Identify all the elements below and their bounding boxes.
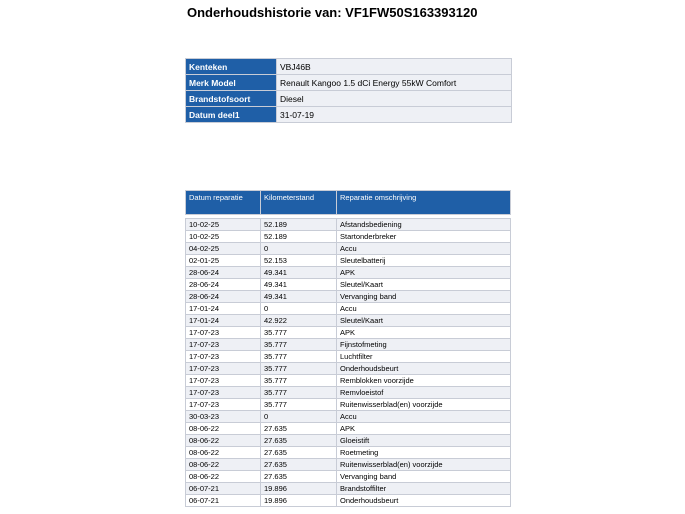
table-row: [186, 363, 511, 375]
info-label: Kenteken: [186, 59, 277, 75]
cell-date: 17-01-24: [186, 315, 261, 327]
cell-date: 17-07-23: [186, 339, 261, 351]
table-row: [186, 267, 511, 279]
cell-description: Gloeistift: [337, 435, 511, 447]
cell-date: 10-02-25: [186, 231, 261, 243]
table-row: [186, 375, 511, 387]
info-label: Merk Model: [186, 75, 277, 91]
cell-description: Remblokken voorzijde: [337, 375, 511, 387]
table-row: [186, 231, 511, 243]
cell-mileage: 27.635: [261, 447, 337, 459]
cell-date: 28-06-24: [186, 291, 261, 303]
info-value: VBJ46B: [277, 59, 512, 75]
cell-date: 02-01-25: [186, 255, 261, 267]
cell-description: Onderhoudsbeurt: [337, 495, 511, 507]
cell-mileage: 0: [261, 243, 337, 255]
cell-date: 17-07-23: [186, 351, 261, 363]
cell-date: 06-07-21: [186, 483, 261, 495]
table-row: [186, 339, 511, 351]
cell-description: Luchtfilter: [337, 351, 511, 363]
cell-mileage: 19.896: [261, 495, 337, 507]
cell-mileage: 35.777: [261, 399, 337, 411]
cell-mileage: 49.341: [261, 279, 337, 291]
cell-date: 08-06-22: [186, 471, 261, 483]
cell-mileage: 35.777: [261, 363, 337, 375]
table-row: [186, 483, 511, 495]
cell-date: 10-02-25: [186, 219, 261, 231]
table-row: [186, 351, 511, 363]
cell-description: Onderhoudsbeurt: [337, 363, 511, 375]
table-row: [186, 303, 511, 315]
cell-mileage: 52.189: [261, 231, 337, 243]
info-row-kenteken: [186, 59, 512, 75]
cell-mileage: 49.341: [261, 267, 337, 279]
info-value: Renault Kangoo 1.5 dCi Energy 55kW Comfort: [277, 75, 512, 91]
cell-description: Sleutel/Kaart: [337, 279, 511, 291]
cell-mileage: 0: [261, 303, 337, 315]
cell-date: 17-07-23: [186, 399, 261, 411]
cell-date: 30-03-23: [186, 411, 261, 423]
header-mileage: Kilometerstand: [261, 191, 337, 215]
table-row: [186, 279, 511, 291]
cell-mileage: 42.922: [261, 315, 337, 327]
cell-description: Brandstoffilter: [337, 483, 511, 495]
cell-mileage: 19.896: [261, 483, 337, 495]
table-row: [186, 327, 511, 339]
vehicle-info-table: [185, 58, 512, 123]
cell-date: 17-07-23: [186, 375, 261, 387]
cell-mileage: 49.341: [261, 291, 337, 303]
cell-mileage: 27.635: [261, 459, 337, 471]
header-description: Reparatie omschrijving: [337, 191, 511, 215]
cell-description: Sleutel/Kaart: [337, 315, 511, 327]
cell-date: 28-06-24: [186, 279, 261, 291]
info-value: 31-07-19: [277, 107, 512, 123]
cell-mileage: 52.189: [261, 219, 337, 231]
cell-description: Ruitenwisserblad(en) voorzijde: [337, 399, 511, 411]
cell-date: 17-07-23: [186, 363, 261, 375]
info-label: Datum deel1: [186, 107, 277, 123]
cell-date: 17-07-23: [186, 387, 261, 399]
table-row: [186, 471, 511, 483]
cell-date: 08-06-22: [186, 459, 261, 471]
cell-description: Afstandsbediening: [337, 219, 511, 231]
cell-date: 17-07-23: [186, 327, 261, 339]
cell-description: Accu: [337, 411, 511, 423]
cell-description: Startonderbreker: [337, 231, 511, 243]
cell-description: Vervanging band: [337, 291, 511, 303]
cell-description: Accu: [337, 243, 511, 255]
info-row-brandstofsoort: [186, 91, 512, 107]
table-row: [186, 435, 511, 447]
table-row: [186, 399, 511, 411]
cell-description: APK: [337, 327, 511, 339]
table-row: [186, 291, 511, 303]
cell-description: APK: [337, 267, 511, 279]
cell-date: 06-07-21: [186, 495, 261, 507]
history-header-row: [186, 191, 511, 215]
cell-date: 08-06-22: [186, 423, 261, 435]
cell-mileage: 27.635: [261, 423, 337, 435]
cell-date: 17-01-24: [186, 303, 261, 315]
cell-description: Sleutelbatterij: [337, 255, 511, 267]
cell-date: 04-02-25: [186, 243, 261, 255]
maintenance-history-table: [185, 190, 511, 507]
table-row: [186, 411, 511, 423]
cell-mileage: 52.153: [261, 255, 337, 267]
table-row: [186, 315, 511, 327]
info-value: Diesel: [277, 91, 512, 107]
cell-mileage: 35.777: [261, 375, 337, 387]
table-row: [186, 447, 511, 459]
info-row-datum-deel1: [186, 107, 512, 123]
info-row-merk-model: [186, 75, 512, 91]
cell-mileage: 27.635: [261, 435, 337, 447]
cell-mileage: 35.777: [261, 327, 337, 339]
info-label: Brandstofsoort: [186, 91, 277, 107]
page-title: Onderhoudshistorie van: VF1FW50S163393120: [187, 5, 478, 20]
cell-description: Roetmeting: [337, 447, 511, 459]
cell-date: 28-06-24: [186, 267, 261, 279]
table-row: [186, 255, 511, 267]
cell-description: APK: [337, 423, 511, 435]
cell-date: 08-06-22: [186, 447, 261, 459]
cell-mileage: 35.777: [261, 339, 337, 351]
cell-description: Accu: [337, 303, 511, 315]
header-date: Datum reparatie: [186, 191, 261, 215]
cell-date: 08-06-22: [186, 435, 261, 447]
cell-description: Remvloeistof: [337, 387, 511, 399]
cell-description: Ruitenwisserblad(en) voorzijde: [337, 459, 511, 471]
cell-mileage: 35.777: [261, 387, 337, 399]
table-row: [186, 495, 511, 507]
table-row: [186, 459, 511, 471]
table-row: [186, 387, 511, 399]
cell-mileage: 27.635: [261, 471, 337, 483]
cell-mileage: 0: [261, 411, 337, 423]
table-row: [186, 423, 511, 435]
cell-mileage: 35.777: [261, 351, 337, 363]
cell-description: Fijnstofmeting: [337, 339, 511, 351]
cell-description: Vervanging band: [337, 471, 511, 483]
table-row: [186, 219, 511, 231]
table-row: [186, 243, 511, 255]
